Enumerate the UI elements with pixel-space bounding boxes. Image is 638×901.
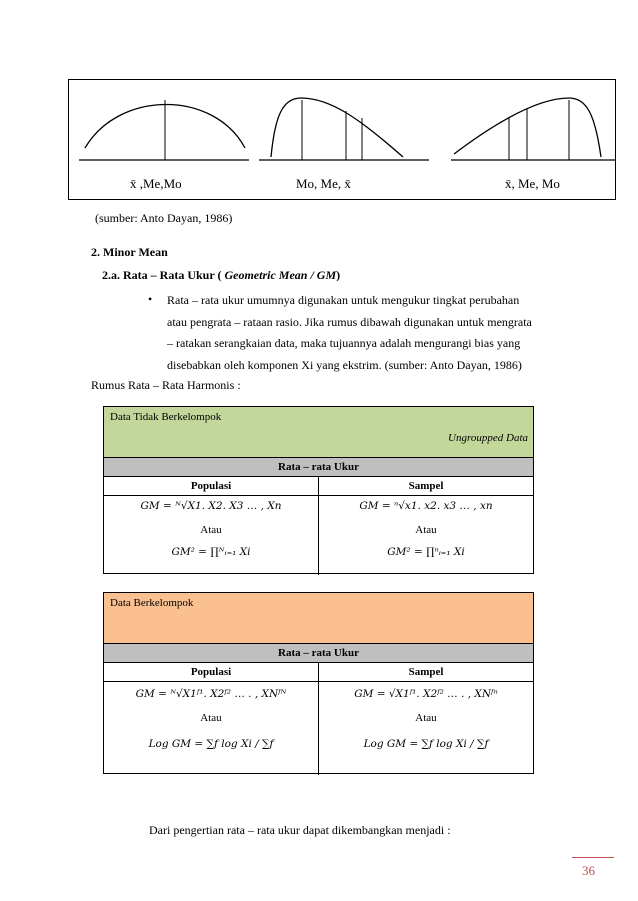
formula-alt: Log GM = ∑f log Xi / ∑f <box>363 738 489 750</box>
table-title: Data Berkelompok <box>110 597 194 609</box>
figure-caption: (sumber: Anto Dayan, 1986) <box>95 211 233 225</box>
sampel-cell <box>318 496 533 575</box>
subsection-suffix: ) <box>336 268 341 282</box>
page-number-rule <box>572 857 614 858</box>
atau-label: Atau <box>200 712 222 724</box>
table-header <box>104 593 533 644</box>
column-headers <box>104 663 533 682</box>
paragraph-line: atau pengrata – rataan rasio. Jika rumus dibawah digunakan untuk mengrata <box>167 314 532 329</box>
table-header <box>104 407 533 458</box>
column-populasi: Populasi <box>190 666 232 678</box>
bullet-marker: • <box>148 292 153 306</box>
subsection-italic: Geometric Mean / GM <box>224 268 337 282</box>
table-title: Data Tidak Berkelompok <box>110 411 222 423</box>
formula: GM = ⁿ√x1. x2. x3 … , xn <box>359 500 493 512</box>
table-band: Rata – rata Ukur <box>104 644 533 663</box>
paragraph-line: Rata – rata ukur umumnya digunakan untuk mengukur tingkat perubahan <box>167 293 520 307</box>
subsection-title <box>102 268 340 283</box>
curve-label-symmetric: x̄ ,Me,Mo <box>130 176 182 191</box>
column-populasi: Populasi <box>190 480 232 492</box>
formula-alt: GM² = ∏ᴺᵢ₌₁ Xi <box>171 546 251 558</box>
atau-label: Atau <box>200 524 222 536</box>
formula: GM = ᴺ√X1. X2. X3 … , Xn <box>140 500 282 512</box>
ungrouped-data-table <box>103 406 534 574</box>
formula: GM = √X1ᶠ¹. X2ᶠ² … . , XNᶠⁿ <box>354 688 498 700</box>
formula: GM = ᴺ√X1ᶠ¹. X2ᶠ² … . , XNᶠᴺ <box>135 688 287 700</box>
paragraph-line: – ratakan serangkaian data, maka tujuannya adalah mengurangi bias yang <box>167 336 521 351</box>
column-headers <box>104 477 533 496</box>
paragraph-line: disebabkan oleh komponen Xi yang ekstrim. (sumber: Anto Dayan, 1986) <box>167 358 522 373</box>
sampel-cell <box>318 682 533 775</box>
positive-skew-curve <box>271 98 403 157</box>
populasi-cell <box>104 682 318 775</box>
table-band: Rata – rata Ukur <box>104 458 533 477</box>
grouped-data-table <box>103 592 534 774</box>
table-body <box>104 496 533 575</box>
table-body <box>104 682 533 775</box>
subsection-prefix: 2.a. Rata – Rata Ukur ( <box>102 268 225 282</box>
column-sampel: Sampel <box>318 663 533 681</box>
footer-paragraph: Dari pengertian rata – rata ukur dapat dikembangkan menjadi : <box>149 823 451 837</box>
rumus-label: Rumus Rata – Rata Harmonis : <box>91 378 241 392</box>
atau-label: Atau <box>415 712 437 724</box>
column-sampel: Sampel <box>318 477 533 495</box>
section-title: 2. Minor Mean <box>91 245 168 259</box>
curve-label-positive: Mo, Me, x̄ <box>296 176 351 191</box>
table-subtitle: Ungroupped Data <box>448 432 528 444</box>
formula-alt: Log GM = ∑f log Xi / ∑f <box>148 738 274 750</box>
page-number: 36 <box>582 863 595 878</box>
bullet-paragraph <box>167 290 547 377</box>
populasi-cell <box>104 496 318 575</box>
curve-label-negative: x̄, Me, Mo <box>505 176 560 191</box>
formula-alt: GM² = ∏ⁿᵢ₌₁ Xi <box>387 546 465 558</box>
atau-label: Atau <box>415 524 437 536</box>
